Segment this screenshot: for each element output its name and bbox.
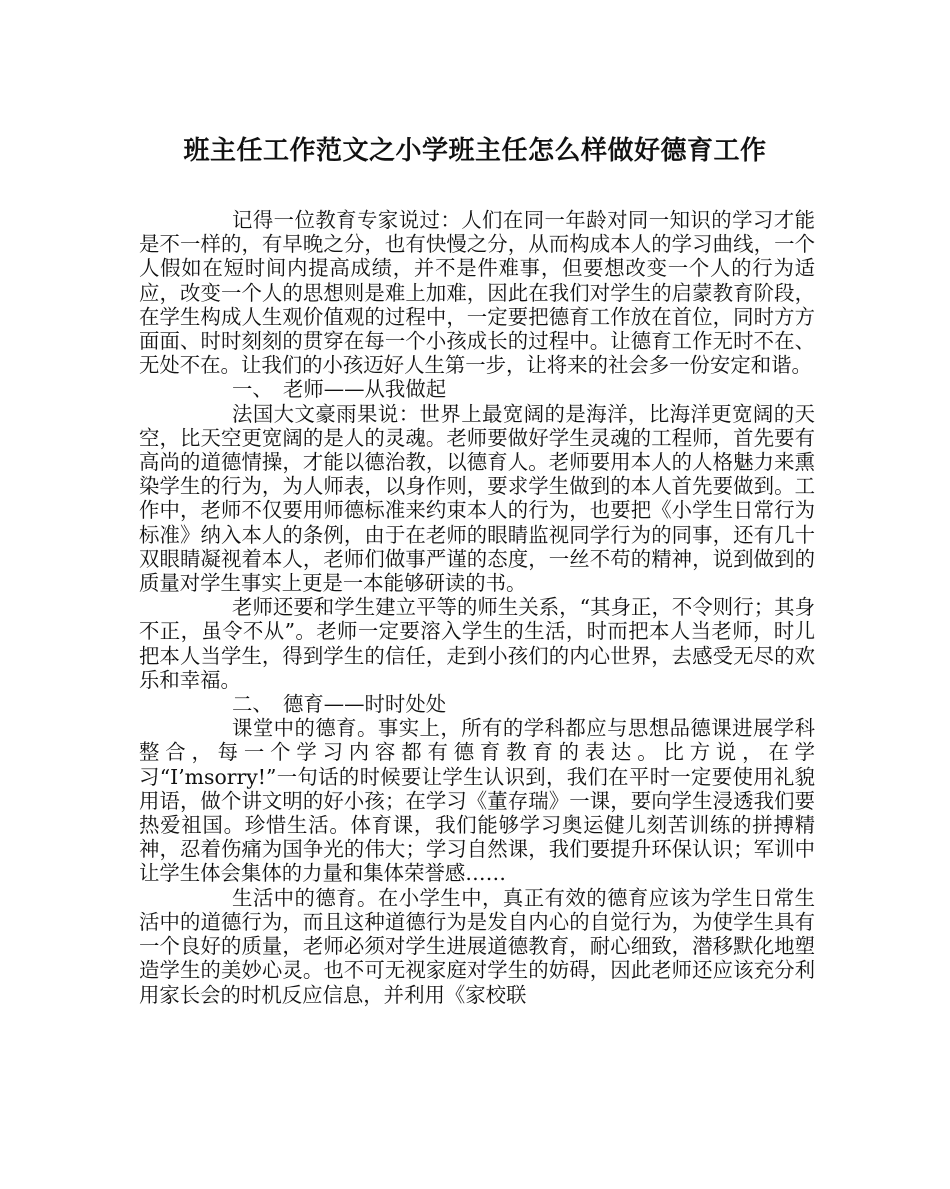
document-title: 班主任工作范文之小学班主任怎么样做好德育工作 <box>183 136 767 166</box>
paragraph-teacher-student-relation: 老师还要和学生建立平等的师生关系，“其身正，不令则行；其身不正，虽令不从”。老师一定要溶入学生的生活，时而把本人当老师，时儿把本人当学生，得到学生的信任，走到小孩们的内心世界，去感受无尽的欢乐和幸福。 <box>139 595 815 692</box>
paragraph-intro: 记得一位教育专家说过：人们在同一年龄对同一知识的学习才能是不一样的，有早晚之分，也有快慢之分，从而构成本人的学习曲线，一个人假如在短时间内提高成绩，并不是件难事，但要想改变一个人的行为适应，改变一个人的思想则是难上加难，因此在我们对学生的启蒙教育阶段，在学生构成人生观价值观的过程中，一定要把德育工作放在首位，同时方方面面、时时刻刻的贯穿在每一个小孩成长的过程中。让德育工作无时不在、无处不在。让我们的小孩迈好人生第一步，让将来的社会多一份安定和谐。 <box>139 208 815 378</box>
paragraph-hugo-quote: 法国大文豪雨果说：世界上最宽阔的是海洋，比海洋更宽阔的天空，比天空更宽阔的是人的灵魂。老师要做好学生灵魂的工程师，首先要有高尚的道德情操，才能以德治教，以德育人。老师要用本人的人格魅力来熏染学生的行为，为人师表，以身作则，要求学生做到的本人首先要做到。工作中，老师不仅要用师德标准来约束本人的行为，也要把《小学生日常行为标准》纳入本人的条例，由于在老师的眼睛监视同学行为的同事，还有几十双眼睛凝视着本人，老师们做事严谨的态度，一丝不苟的精神，说到做到的质量对学生事实上更是一本能够研读的书。 <box>139 401 815 596</box>
section-heading-moral-education: 二、 德育——时时处处 <box>232 692 447 717</box>
section-heading-teacher: 一、 老师——从我做起 <box>232 377 447 402</box>
paragraph-classroom-moral-education: 课堂中的德育。事实上，所有的学科都应与思想品德课进展学科整合，每一个学习内容都有德育教育的表达。比方说，在学习“I’msorry!”一句话的时候要让学生认识到，我们在平时一定要使用礼貌用语，做个讲文明的好小孩；在学习《董存瑞》一课，要向学生浸透我们要热爱祖国。珍惜生活。体育课，我们能够学习奥运健儿刻苦训练的拼搏精神，忍着伤痛为国争光的伟大；学习自然课，我们要提升环保认识；军训中让学生体会集体的力量和集体荣誉感…… <box>139 716 815 886</box>
paragraph-daily-life-moral-education: 生活中的德育。在小学生中，真正有效的德育应该为学生日常生活中的道德行为，而且这种道德行为是发自内心的自觉行为，为使学生具有一个良好的质量，老师必须对学生进展道德教育，耐心细致，潜移默化地塑造学生的美妙心灵。也不可无视家庭对学生的妨碍，因此老师还应该充分利用家长会的时机反应信息，并利用《家校联 <box>139 885 815 1007</box>
document-body <box>139 208 815 1007</box>
